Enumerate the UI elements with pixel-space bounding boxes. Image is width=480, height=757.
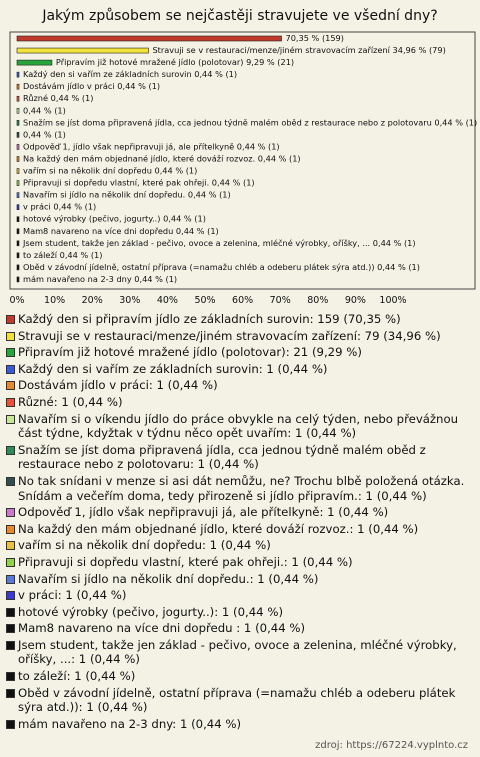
legend-swatch [6, 720, 15, 729]
legend-swatch [6, 315, 15, 324]
bar-label: hotové výrobky (pečivo, jogurty..) 0,44 % (1) [23, 213, 206, 224]
bar [17, 120, 19, 125]
x-tick-label: 40% [156, 295, 178, 306]
legend-item [6, 345, 476, 360]
x-tick-label: 100% [379, 295, 407, 306]
bar [17, 217, 19, 222]
legend-swatch [6, 348, 15, 357]
legend-item [6, 638, 476, 667]
legend-label: Připravuji si dopředu vlastní, které pak ohřeji.: 1 (0,44 %) [18, 554, 353, 569]
bar-label: vařím si na několik dní dopředu 0,44 % (1) [23, 165, 198, 176]
x-tick-label: 10% [44, 295, 66, 306]
legend-item [6, 621, 476, 636]
bar [17, 84, 19, 89]
x-tick-label: 50% [194, 295, 216, 306]
bar-label: Připravuji si dopředu vlastní, které pak ohřeji. 0,44 % (1) [23, 177, 255, 188]
legend-item [6, 378, 476, 393]
legend-swatch [6, 558, 15, 567]
x-tick-label: 90% [344, 295, 366, 306]
bar [17, 96, 19, 101]
bar [17, 144, 19, 149]
bar-label: Každý den si vařím ze základních surovin 0,44 % (1) [23, 69, 238, 80]
legend-swatch [6, 365, 15, 374]
legend-label: Dostávám jídlo v práci: 1 (0,44 %) [18, 378, 218, 393]
legend-label: v práci: 1 (0,44 %) [18, 588, 127, 603]
legend-swatch [6, 398, 15, 407]
legend-item [6, 572, 476, 587]
bar-label: Stravuji se v restauraci/menze/jiném stravovacím zařízení 34,96 % (79) [152, 45, 446, 56]
legend-swatch [6, 575, 15, 584]
legend-label: Každý den si připravím jídlo ze základních surovin: 159 (70,35 %) [18, 312, 401, 326]
bar [17, 60, 52, 65]
legend-swatch [6, 689, 15, 698]
legend-label: Stravuji se v restauraci/menze/jiném stravovacím zařízení: 79 (34,96 %) [18, 328, 441, 343]
bar [17, 253, 19, 258]
bar [17, 156, 19, 161]
x-tick-label: 0% [9, 295, 25, 306]
legend-swatch [6, 624, 15, 633]
legend-item [6, 395, 476, 410]
x-tick-label: 80% [307, 295, 329, 306]
legend-item [6, 362, 476, 377]
legend-label: Různé: 1 (0,44 %) [18, 394, 123, 409]
legend-item [6, 329, 476, 344]
legend-swatch [6, 641, 15, 650]
legend-item [6, 686, 476, 715]
bar [17, 229, 19, 234]
x-tick-label: 60% [232, 295, 254, 306]
bar [17, 181, 19, 186]
legend-label: Na každý den mám objednané jídlo, které dováží rozvoz.: 1 (0,44 %) [18, 521, 419, 536]
legend-swatch [6, 381, 15, 390]
bar-label: v práci 0,44 % (1) [23, 201, 97, 212]
bar-label: 0,44 % (1) [23, 105, 66, 116]
legend-label: Každý den si vařím ze základních surovin: 1 (0,44 %) [18, 361, 328, 376]
legend-item [6, 312, 476, 327]
chart-title: Jakým způsobem se nejčastěji stravujete ve všední dny? [42, 8, 438, 24]
legend-label: Snažím se jíst doma připravená jídla, cca jednou týdně malém oběd z restaurace nebo z polotovaru: 1 (0,44 %) [18, 442, 426, 472]
bar-label: Mam8 navareno na více dni dopředu 0,44 % (1) [23, 225, 219, 236]
bar-label: Připravím již hotové mražené jídlo (polotovar) 9,29 % (21) [55, 57, 295, 68]
legend-label: mám navařeno na 2-3 dny: 1 (0,44 %) [18, 716, 242, 731]
bar [17, 205, 19, 210]
legend-label: vařím si na několik dní dopředu: 1 (0,44 %) [18, 538, 271, 553]
legend-swatch [6, 525, 15, 534]
legend-item [6, 522, 476, 537]
bar [17, 277, 19, 282]
bar-label: Různé 0,44 % (1) [23, 93, 94, 104]
legend-label: Navařím si jídlo na několik dní dopředu.: 1 (0,44 %) [18, 571, 319, 586]
source-note: zdroj: https://67224.vyplnto.cz [315, 740, 468, 751]
bar-label: 70,35 % (159) [285, 33, 344, 43]
bar-label: Na každý den mám objednané jídlo, které dováží rozvoz. 0,44 % (1) [23, 153, 301, 164]
legend-item [6, 588, 476, 603]
legend-label: to záleží: 1 (0,44 %) [18, 669, 136, 684]
legend-swatch [6, 608, 15, 617]
x-tick-label: 70% [269, 295, 291, 306]
legend-label: Mam8 navareno na více dni dopředu : 1 (0,44 %) [18, 621, 306, 636]
legend-item [6, 412, 476, 441]
legend-item [6, 505, 476, 520]
x-tick-label: 20% [81, 295, 103, 306]
legend-swatch [6, 446, 15, 455]
legend-label: Jsem student, takže jen základ - pečivo, ovoce a zelenina, mléčné výrobky, oříšky, ...: 1 (0,44 %) [18, 637, 457, 667]
bar [17, 48, 148, 53]
legend-item [6, 605, 476, 620]
bar [17, 108, 19, 113]
bar-label: Navařím si jídlo na několik dní dopředu. 0,44 % (1) [23, 189, 231, 200]
bar [17, 241, 19, 246]
bar [17, 132, 19, 137]
legend-label: Oběd v závodní jídelně, ostatní příprava (=namažu chléb a odeberu plátek sýra atd.)): 1 (0,44 %) [18, 685, 456, 715]
legend-swatch [6, 541, 15, 550]
bar [17, 265, 19, 270]
legend-label: Odpověď 1, jídlo však nepřipravuji já, ale přítelkyně: 1 (0,44 %) [18, 505, 389, 520]
bar-label: Dostávám jídlo v práci 0,44 % (1) [23, 81, 161, 92]
legend-label: Navařím si o víkendu jídlo do práce obvykle na celý týden, nebo převážnou část týdne, kdyžtak v týdnu něco opět uvařím: 1 (0,44 %) [18, 411, 459, 441]
legend-label: Připravím již hotové mražené jídlo (polotovar): 21 (9,29 %) [18, 345, 362, 360]
legend-swatch [6, 332, 15, 341]
bar [17, 72, 19, 77]
legend-swatch [6, 591, 15, 600]
legend-item [6, 555, 476, 570]
chart-legend [6, 312, 476, 733]
legend-swatch [6, 477, 15, 486]
legend-item [6, 717, 476, 732]
legend-swatch [6, 415, 15, 424]
bar [17, 193, 19, 198]
bar-label: Oběd v závodní jídelně, ostatní příprava (=namažu chléb a odeberu plátek sýra atd.)) 0,44 % (1) [23, 261, 420, 272]
bar-label: 0,44 % (1) [23, 129, 66, 140]
legend-label: hotové výrobky (pečivo, jogurty..): 1 (0,44 %) [18, 604, 284, 619]
legend-swatch [6, 508, 15, 517]
bar [17, 169, 19, 174]
bar-chart [0, 0, 480, 312]
legend-swatch [6, 672, 15, 681]
legend-item [6, 669, 476, 684]
legend-item [6, 474, 476, 503]
legend-label: No tak snídani v menze si asi dát nemůžu, ne? Trochu blbě položená otázka. Snídám a večeřím doma, tedy přirozeně si jídlo připravím.: 1 (0,44 %) [18, 473, 465, 503]
bar-label: mám navařeno na 2-3 dny 0,44 % (1) [23, 273, 178, 284]
bar-label: Snažím se jíst doma připravená jídla, cca jednou týdně malém oběd z restaurace nebo z polotovaru 0,44 % (1) [23, 117, 478, 128]
legend-item [6, 538, 476, 553]
x-tick-label: 30% [119, 295, 141, 306]
bar [17, 36, 282, 41]
bar-label: to záleží 0,44 % (1) [23, 249, 103, 260]
bar-label: Odpověď 1, jídlo však nepřipravuji já, ale přítelkyně 0,44 % (1) [23, 141, 280, 152]
legend-item [6, 443, 476, 472]
bar-label: Jsem student, takže jen základ - pečivo, ovoce a zelenina, mléčné výrobky, oříšky, ... 0,44 % (1) [23, 237, 416, 248]
